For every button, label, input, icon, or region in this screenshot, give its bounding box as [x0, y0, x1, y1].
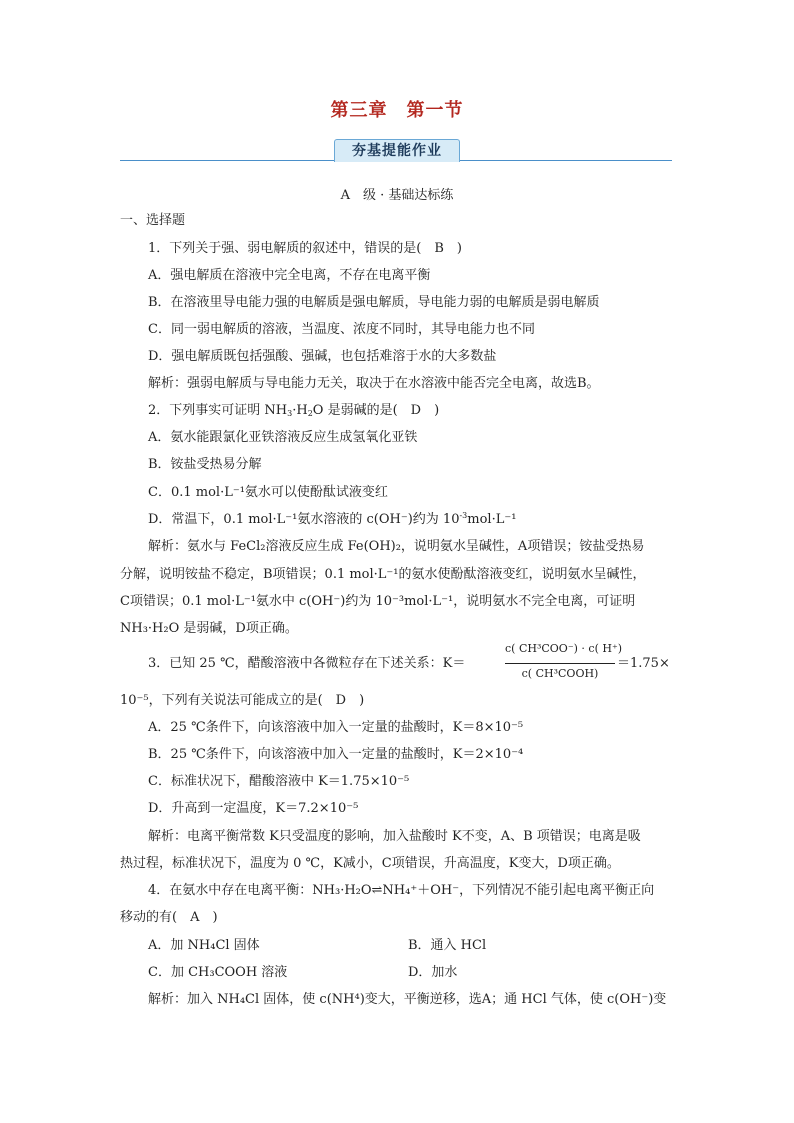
- q2-option-d: D．常温下，0.1 mol·L⁻¹氨水溶液的 c(OH⁻)约为 $10^{-3}mol\cdot L^{-1}$: [148, 511, 517, 527]
- level-heading: A 级 · 基础达标练: [340, 188, 454, 203]
- q3-fraction-denominator: c( CH³COOH): [521, 667, 599, 680]
- q3-stem: 3．已知 25 ℃，醋酸溶液中各微粒存在下述关系：K＝: [148, 656, 466, 671]
- section-banner: 夯基提能作业: [334, 139, 460, 162]
- q4-option-a: A．加 NH₄Cl 固体: [148, 938, 260, 953]
- q2-analysis-line4: NH₃·H₂O 是弱碱，D项正确。: [120, 621, 298, 636]
- q1-analysis: 解析：强弱电解质与导电能力无关，取决于在水溶液中能否完全电离，故选B。: [148, 376, 600, 391]
- q2-analysis-line3: C项错误；0.1 mol·L⁻¹氨水中 c(OH⁻)约为 10⁻³mol·L⁻¹，说明氨水不完全电离，可证明: [120, 594, 636, 609]
- q1-option-a: A．强电解质在溶液中完全电离，不存在电离平衡: [148, 268, 431, 283]
- q4-option-c: C．加 CH₃COOH 溶液: [148, 965, 288, 980]
- q1-option-c: C．同一弱电解质的溶液，当温度、浓度不同时，其导电能力也不同: [148, 322, 535, 337]
- q3-option-a: A．25 ℃条件下，向该溶液中加入一定量的盐酸时，K＝8×10⁻⁵: [148, 720, 524, 735]
- q2-option-a: A．氨水能跟氯化亚铁溶液反应生成氢氧化亚铁: [148, 430, 418, 445]
- q3-analysis-line1: 解析：电离平衡常数 K只受温度的影响，加入盐酸时 K不变，A、B 项错误；电离是吸: [148, 829, 641, 844]
- q1-option-d: D．强电解质既包括强酸、强碱，也包括难溶于水的大多数盐: [148, 349, 497, 364]
- q3-option-b: B．25 ℃条件下，向该溶液中加入一定量的盐酸时，K＝2×10⁻⁴: [148, 747, 524, 762]
- q4-option-d: D．加水: [408, 965, 458, 980]
- q4-analysis: 解析：加入 NH₄Cl 固体，使 c(NH⁴)变大，平衡逆移，选A；通 HCl 气体，使 c(OH⁻)变: [148, 992, 667, 1007]
- q3-fraction-numerator: c( CH³COO⁻) · c( H⁺): [505, 642, 623, 655]
- section-title: 一、选择题: [120, 213, 186, 228]
- q3-stem-tail: ＝1.75×: [617, 656, 670, 671]
- q1-stem: 1．下列关于强、弱电解质的叙述中，错误的是( B ): [148, 241, 462, 256]
- q2-analysis-line1: 解析：氨水与 FeCl₂溶液反应生成 Fe(OH)₂，说明氨水呈碱性，A项错误；铵盐受热易: [148, 539, 645, 554]
- q3-stem-line2: 10⁻⁵，下列有关说法可能成立的是( D ): [120, 693, 365, 708]
- q3-option-d: D．升高到一定温度，K＝7.2×10⁻⁵: [148, 801, 359, 816]
- q4-stem-line2: 移动的有( A ): [120, 910, 218, 925]
- q2-analysis-line2: 分解，说明铵盐不稳定，B项错误；0.1 mol·L⁻¹的氨水使酚酞溶液变红，说明氨水呈碱性，: [120, 567, 646, 582]
- q3-option-c: C．标准状况下，醋酸溶液中 K＝1.75×10⁻⁵: [148, 774, 410, 789]
- q3-analysis-line2: 热过程，标准状况下，温度为 0 ℃，K减小，C项错误，升高温度，K变大，D项正确。: [120, 856, 620, 871]
- chapter-title: 第三章 第一节: [330, 100, 464, 121]
- q4-stem: 4．在氨水中存在电离平衡：NH₃·H₂O⇌NH₄⁺＋OH⁻，下列情况不能引起电离平衡正向: [148, 883, 655, 898]
- q3-fraction-bar: [505, 663, 615, 664]
- q1-option-b: B．在溶液里导电能力强的电解质是强电解质，导电能力弱的电解质是弱电解质: [148, 295, 600, 310]
- q2-option-c: C．0.1 mol·L⁻¹氨水可以使酚酞试液变红: [148, 485, 388, 500]
- q4-option-b: B．通入 HCl: [408, 938, 487, 953]
- q2-stem: 2．下列事实可证明 $NH_3\cdot H_2O$ 是弱碱的是( D ): [148, 403, 440, 418]
- q2-option-b: B．铵盐受热易分解: [148, 457, 262, 472]
